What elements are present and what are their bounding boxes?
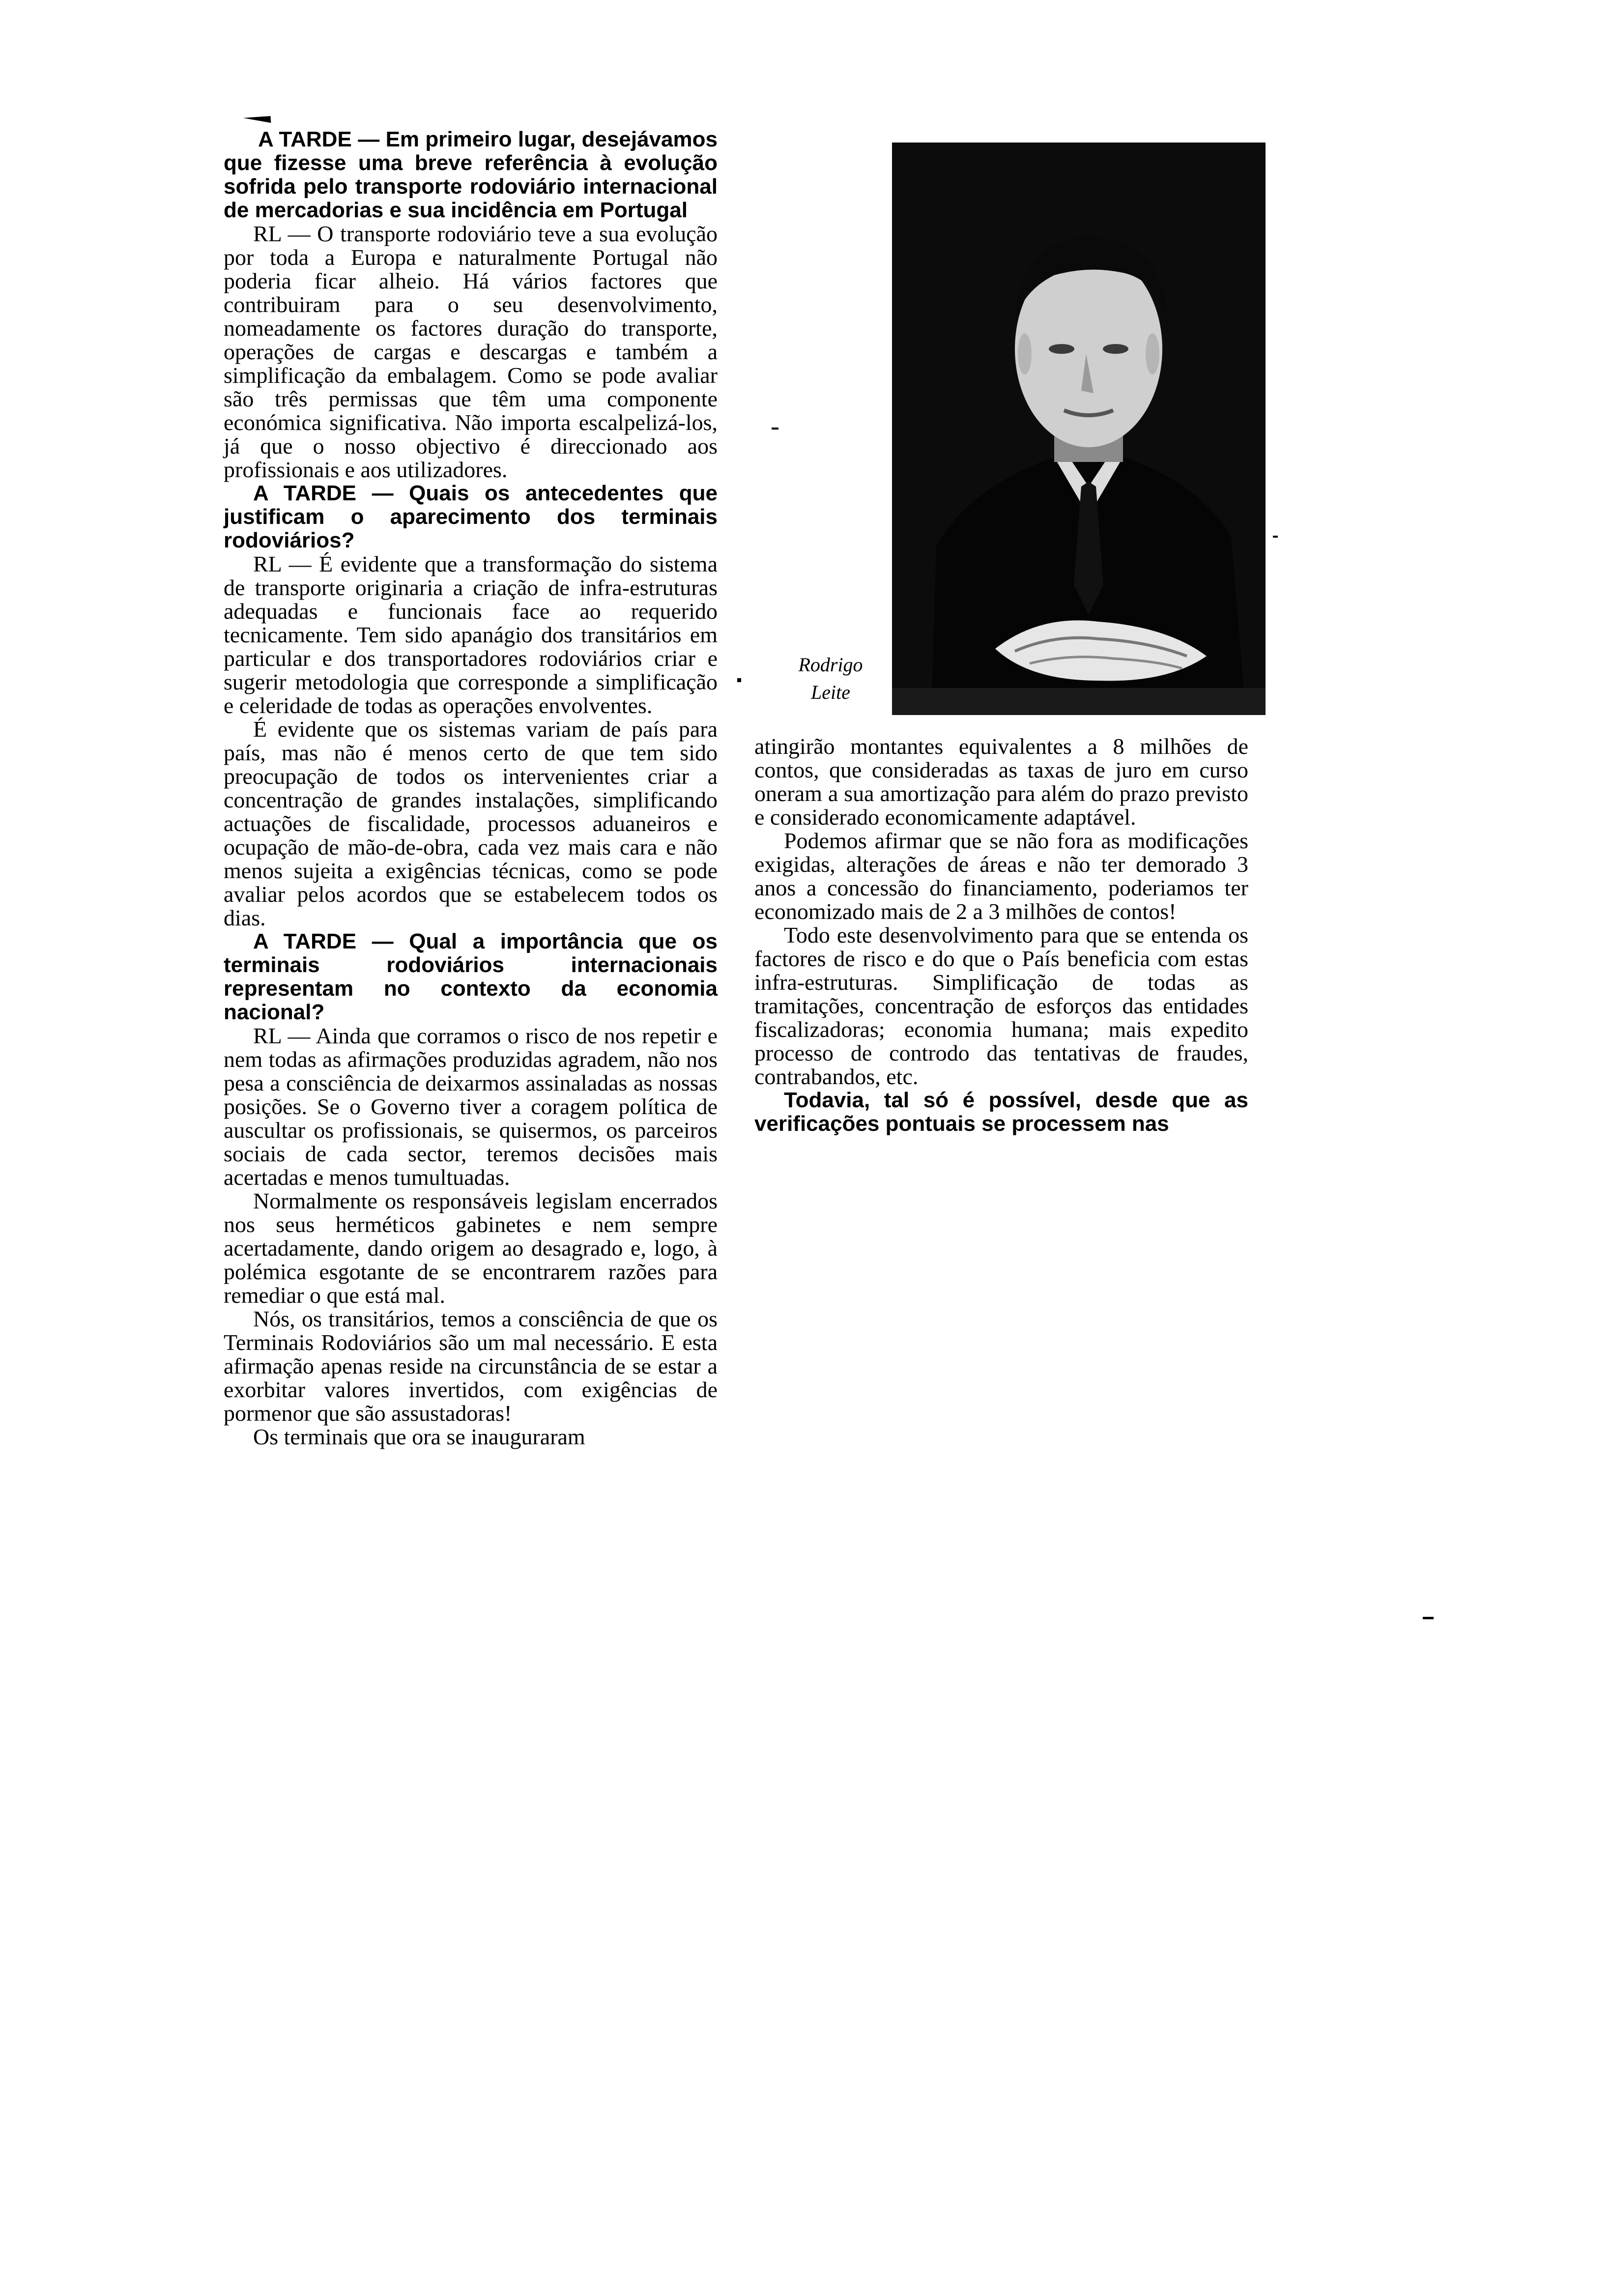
- interview-answer-1: RL — O transporte rodoviário teve a sua evolução por toda a Europa e naturalmente Portugal não poderia ficar alheio. Há vários factores que contribuiram para o seu desenvolvimento, nomeadamente os factores duração do transporte, operações de cargas e descargas e também a simplificação da embalagem. Como se pode avaliar são três permissas que têm uma componente económica significativa. Não importa escalpelizá-los, já que o nosso objectivo é direccionado aos profissionais e aos utilizadores.: [224, 221, 718, 482]
- scan-speck: [1273, 536, 1278, 538]
- interview-question-1: A TARDE — Em primeiro lugar, desejávamos que fizesse uma breve referência à evolução sofrida pelo transporte rodoviário internacional de mercadorias e sua incidência em Portugal: [224, 127, 718, 222]
- interview-answer-continuation: atingirão montantes equivalentes a 8 milhões de contos, que consideradas as taxas de juro em curso oneram a sua amortização para além do prazo previsto e considerado economicamente adaptável.: [754, 734, 1248, 830]
- interview-question-3: A TARDE — Qual a importância que os terminais rodoviários internacionais representam no contexto da economia nacional?: [224, 929, 718, 1024]
- interview-answer-3-paragraph-4: Os terminais que ora se inauguraram: [253, 1424, 585, 1449]
- article-right-column: [754, 735, 1248, 1136]
- interview-answer-3-paragraph-2: Normalmente os responsáveis legislam encerrados nos seus herméticos gabinetes e nem sempre acertadamente, dando origem ao desagrado e, logo, à polémica esgotante de se encontrarem razões para remediar o que está mal.: [224, 1188, 718, 1308]
- portrait-photo: [892, 143, 1266, 715]
- interview-answer-2-continued: É evidente que os sistemas variam de país para país, mas não é menos certo de que tem sido preocupação de todos os intervenientes criar a concentração de grandes instalações, simplificando actuações de fiscalidade, processos aduaneiros e ocupação de mão-de-obra, cada vez mais cara e não menos sujeita a exigências técnicas, como se pode avaliar pelos acordos que se estabelecem todos os dias.: [224, 717, 718, 930]
- interview-answer-3-paragraph-3: Nós, os transitários, temos a consciência de que os Terminais Rodoviários são um mal necessário. E esta afirmação apenas reside na circunstância de se estar a exorbitar valores invertidos, com exigências de pormenor que são assustadoras!: [224, 1306, 718, 1426]
- interview-answer-3: RL — Ainda que corramos o risco de nos repetir e nem todas as afirmações produzidas agradem, não nos pesa a consciência de deixarmos assinaladas as nossas posições. Se o Governo tiver a coragem política de auscultar os profissionais, se quisermos, os parceiros sociais de cada sector, teremos decisões mais acertadas e menos tumultuadas.: [224, 1023, 718, 1190]
- article-left-column: [224, 128, 718, 1449]
- scan-speck: [737, 678, 741, 682]
- interview-answer-bold-closing: Todavia, tal só é possível, desde que as verificações pontuais se processem nas: [754, 1088, 1248, 1136]
- interview-answer-paragraph-5: Podemos afirmar que se não fora as modificações exigidas, alterações de áreas e não ter demorado 3 anos a concessão do financiamento, poderiamos ter economizado mais de 2 a 3 milhões de contos!: [754, 828, 1248, 924]
- portrait-illustration: [892, 143, 1266, 715]
- section-marker-icon: [243, 116, 271, 125]
- interview-question-2: A TARDE — Quais os antecedentes que justificam o aparecimento dos terminais rodoviários?: [224, 481, 718, 552]
- interview-answer-2: RL — É evidente que a transformação do sistema de transporte originaria a criação de infra-estruturas adequadas e funcionais face ao requerido tecnicamente. Tem sido apanágio dos transitários em particular e dos transportadores rodoviários criar e sugerir metodologia que corresponde a simplificação e celeridade de todas as operações envolventes.: [224, 551, 718, 718]
- scan-speck: [772, 428, 778, 430]
- interview-answer-paragraph-6: Todo este desenvolvimento para que se entenda os factores de risco e do que o País beneficia com estas infra-estruturas. Simplificação de todas as tramitações, concentração de esforços das entidades fiscalizadoras; economia humana; mais expedito processo de controdo das tentativas de fraudes, contrabandos, etc.: [754, 922, 1248, 1089]
- scan-speck: [1423, 1617, 1434, 1619]
- photo-caption: Rodrigo Leite: [798, 654, 863, 703]
